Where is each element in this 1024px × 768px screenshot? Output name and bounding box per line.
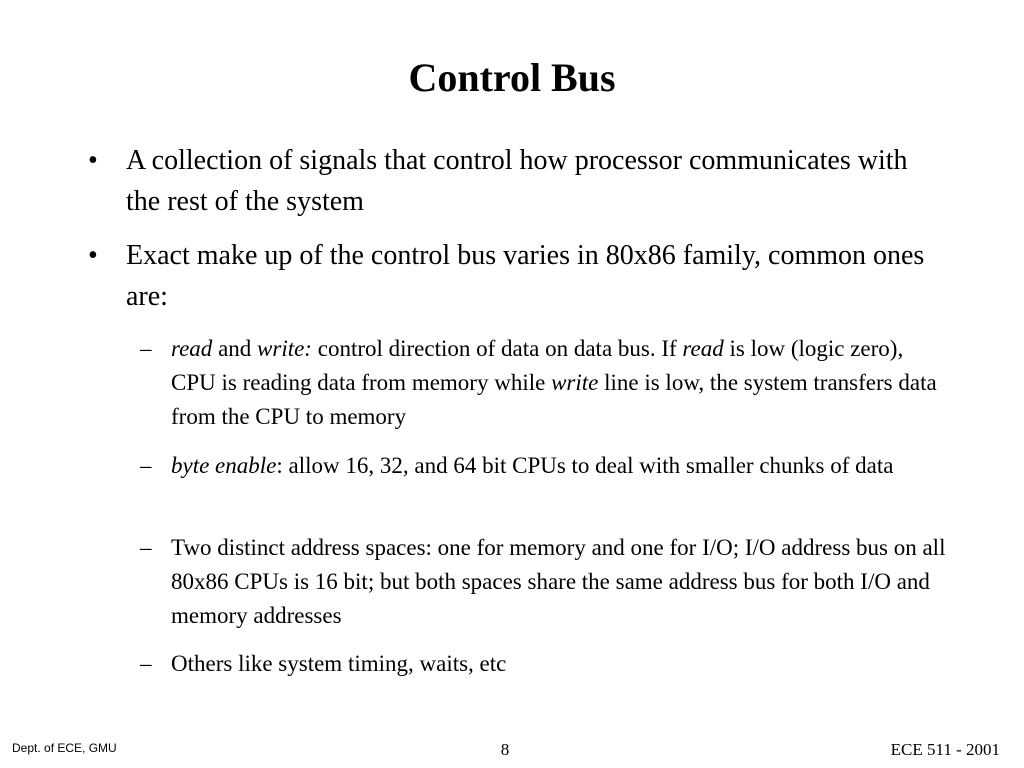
sub-bullet-item — [140, 332, 951, 434]
sub-bullet-item — [140, 531, 951, 633]
sub-bullet-item — [140, 449, 951, 483]
term-write: write: — [257, 336, 312, 361]
dash-marker: – — [140, 336, 152, 361]
sub-bullet-text: Two distinct address spaces: one for memory and one for I/O; I/O address bus on all 80x86 CPUs is 16 bit; but both spaces share the same address bus for both I/O and memory addresses — [171, 535, 946, 628]
term-write: write — [551, 370, 599, 395]
dash-marker: – — [140, 651, 152, 676]
term-read: read — [171, 336, 213, 361]
sub-bullet-text: byte enable: allow 16, 32, and 64 bit CPUs to deal with smaller chunks of data — [171, 453, 894, 478]
bullet-text: Exact make up of the control bus varies in 80x86 family, common ones are: — [126, 240, 925, 312]
sub-bullet-text: read and write: control direction of data on data bus. If read is low (logic zero), CPU is reading data from memory while write line is low, the system transfers data from the CPU to memory — [171, 336, 937, 429]
sub-bullet-text: Others like system timing, waits, etc — [171, 651, 507, 676]
sub-bullet-item — [140, 647, 951, 681]
footer-department: Dept. of ECE, GMU — [12, 741, 117, 755]
bullet-text: A collection of signals that control how processor communicates with the rest of the system — [126, 145, 908, 217]
bullet-item — [88, 140, 926, 222]
term-read: read — [682, 336, 724, 361]
bullet-item — [88, 235, 926, 317]
slide-title: Control Bus — [408, 55, 616, 100]
footer-course: ECE 511 - 2001 — [890, 740, 1000, 759]
page-number: 8 — [500, 740, 510, 759]
dash-marker: – — [140, 453, 152, 478]
dash-marker: – — [140, 535, 152, 560]
bullet-marker: • — [88, 145, 98, 176]
term-byte-enable: byte enable — [171, 453, 277, 478]
bullet-marker: • — [88, 240, 98, 271]
